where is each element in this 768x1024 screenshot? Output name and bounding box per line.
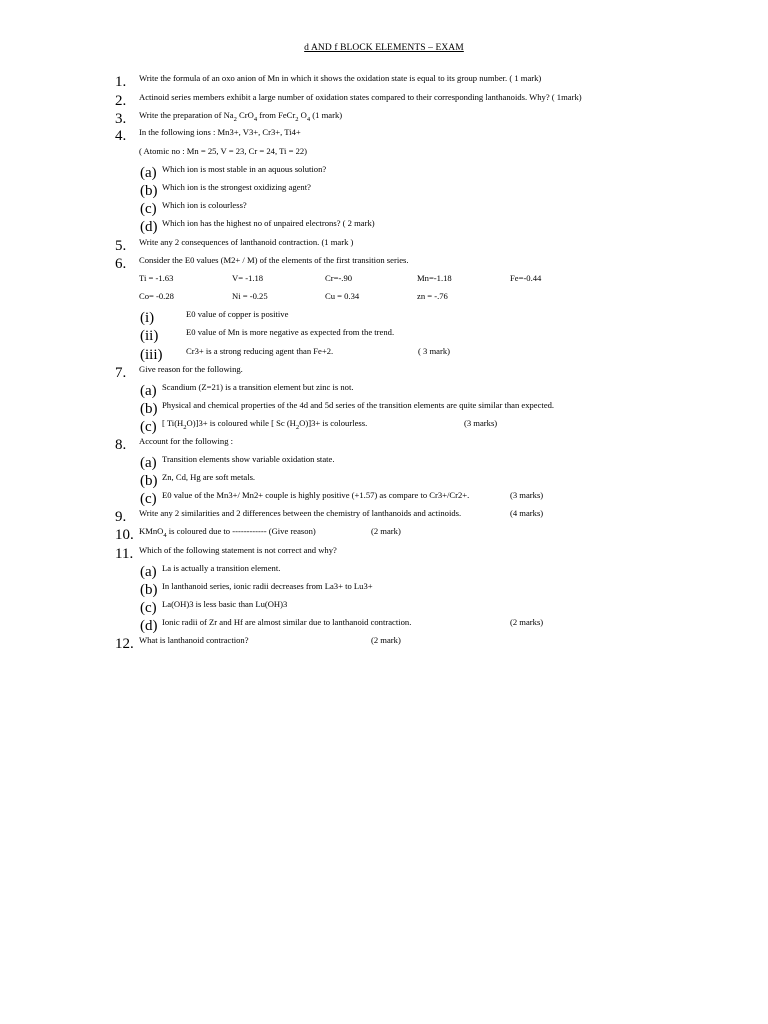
question-11-part-b xyxy=(0,581,768,599)
question-8-part-c xyxy=(0,490,768,508)
part-text: [ $Ti(H_2O)]3+$ is coloured while [ Sc $(H_2O)]3+$ is colourless. xyxy=(162,418,368,431)
question-number: 2. xyxy=(115,93,127,109)
marks-label: (2 mark) xyxy=(371,526,401,536)
question-11-part-c xyxy=(0,599,768,617)
question-5 xyxy=(0,237,768,255)
marks-label: (3 marks) xyxy=(510,490,544,500)
atomic-numbers-text: ( Atomic no : Mn = 25, V = 23, Cr = 24, Ti = 22) xyxy=(139,146,308,156)
e0-value: zn = -.76 xyxy=(417,291,448,301)
part-label: (i) xyxy=(140,310,155,326)
question-number: 6. xyxy=(115,256,127,272)
question-11-part-a xyxy=(0,563,768,581)
part-label: (b) xyxy=(140,183,158,199)
part-text: Which ion has the highest no of unpaired electrons? ( 2 mark) xyxy=(162,218,375,228)
question-text: Write any 2 consequences of lanthanoid contraction. (1 mark ) xyxy=(139,237,354,247)
marks-label: (2 mark) xyxy=(371,635,401,645)
part-text: E0 value of copper is positive xyxy=(186,309,289,319)
part-text: Which ion is most stable in an aquous solution? xyxy=(162,164,327,174)
part-label: (b) xyxy=(140,401,158,417)
part-label: (d) xyxy=(140,219,158,235)
question-text: Write any 2 similarities and 2 differences between the chemistry of lanthanoids and actinoids. xyxy=(139,508,462,518)
e0-value: Cr=-.90 xyxy=(325,273,353,283)
part-text: Transition elements show variable oxidation state. xyxy=(162,454,335,464)
question-4-part-c xyxy=(0,200,768,218)
part-label: (a) xyxy=(140,564,157,580)
part-label: (iii) xyxy=(140,347,163,363)
question-7-part-b xyxy=(0,400,768,418)
question-1 xyxy=(0,73,768,91)
question-text: Actinoid series members exhibit a large number of oxidation states compared to their corresponding lanthanoids. Why? ( 1mark) xyxy=(139,92,582,102)
question-3 xyxy=(0,110,768,128)
part-text: E0 value of the Mn3+/ Mn2+ couple is highly positive (+1.57) as compare to Cr3+/Cr2+. xyxy=(162,490,470,500)
part-label: (c) xyxy=(140,201,157,217)
question-12 xyxy=(0,635,768,653)
e0-value: Mn=-1.18 xyxy=(417,273,452,283)
question-6-part-ii xyxy=(0,327,768,345)
question-text: Account for the following : xyxy=(139,436,234,446)
part-label: (c) xyxy=(140,419,157,435)
question-11-part-d xyxy=(0,617,768,635)
part-label: (a) xyxy=(140,455,157,471)
part-text: In lanthanoid series, ionic radii decreases from La3+ to Lu3+ xyxy=(162,581,373,591)
question-text: Which of the following statement is not correct and why? xyxy=(139,545,337,555)
question-text: In the following ions : Mn3+, V3+, Cr3+, Ti4+ xyxy=(139,127,301,137)
question-9 xyxy=(0,508,768,526)
question-text: KMnO$_4$ is coloured due to ------------ (Give reason) xyxy=(139,526,316,539)
question-4-part-d xyxy=(0,218,768,236)
marks-label: (3 marks) xyxy=(464,418,498,428)
question-number: 3. xyxy=(115,111,127,127)
question-text: Consider the E0 values (M2+ / M) of the elements of the first transition series. xyxy=(139,255,409,265)
question-7-part-c xyxy=(0,418,768,436)
e0-value: Ti = -1.63 xyxy=(139,273,174,283)
part-text: E0 value of Mn is more negative as expected from the trend. xyxy=(186,327,395,337)
part-label: (c) xyxy=(140,600,157,616)
part-text: Zn, Cd, Hg are soft metals. xyxy=(162,472,256,482)
question-2 xyxy=(0,92,768,110)
question-number: 7. xyxy=(115,365,127,381)
part-label: (a) xyxy=(140,383,157,399)
question-4-part-b xyxy=(0,182,768,200)
e0-value: Cu = 0.34 xyxy=(325,291,360,301)
question-11 xyxy=(0,545,768,563)
part-label: (a) xyxy=(140,165,157,181)
question-8-part-a xyxy=(0,454,768,472)
part-label: (c) xyxy=(140,491,157,507)
e0-values-row-2 xyxy=(0,291,768,309)
question-text: Give reason for the following. xyxy=(139,364,243,374)
marks-label: ( 3 mark) xyxy=(418,346,450,356)
question-number: 10. xyxy=(115,527,134,543)
question-number: 11. xyxy=(115,546,134,562)
e0-value: Fe=-0.44 xyxy=(510,273,542,283)
marks-label: (4 marks) xyxy=(510,508,544,518)
question-6-part-iii xyxy=(0,346,768,364)
question-10 xyxy=(0,526,768,544)
part-text: Which ion is colourless? xyxy=(162,200,247,210)
part-label: (b) xyxy=(140,582,158,598)
part-text: La(OH)3 is less basic than Lu(OH)3 xyxy=(162,599,288,609)
marks-label: (2 marks) xyxy=(510,617,544,627)
question-6 xyxy=(0,255,768,273)
question-4-atomic-numbers xyxy=(0,146,768,164)
e0-values-row-1 xyxy=(0,273,768,291)
part-label: (b) xyxy=(140,473,158,489)
part-label: (d) xyxy=(140,618,158,634)
exam-title: d AND f BLOCK ELEMENTS – EXAM xyxy=(304,43,464,53)
question-number: 5. xyxy=(115,238,127,254)
question-number: 8. xyxy=(115,437,127,453)
question-text: Write the preparation of $Na_2$ CrO$_4$ from FeCr$_2$ $O_4$ (1 mark) xyxy=(139,110,343,123)
question-number: 9. xyxy=(115,509,127,525)
question-text: Write the formula of an oxo anion of Mn in which it shows the oxidation state is equal to its group number. ( 1 mark) xyxy=(139,73,542,83)
question-4 xyxy=(0,127,768,145)
question-4-part-a xyxy=(0,164,768,182)
part-label: (ii) xyxy=(140,328,159,344)
part-text: La is actually a transition element. xyxy=(162,563,281,573)
question-text: What is lanthanoid contraction? xyxy=(139,635,249,645)
e0-value: Ni = -0.25 xyxy=(232,291,268,301)
part-text: Ionic radii of Zr and Hf are almost similar due to lanthanoid contraction. xyxy=(162,617,412,627)
question-number: 1. xyxy=(115,74,127,90)
part-text: Cr3+ is a strong reducing agent than Fe+2. xyxy=(186,346,334,356)
question-7 xyxy=(0,364,768,382)
e0-value: Co= -0.28 xyxy=(139,291,174,301)
question-8 xyxy=(0,436,768,454)
part-text: Which ion is the strongest oxidizing agent? xyxy=(162,182,311,192)
question-number: 4. xyxy=(115,128,127,144)
question-number: 12. xyxy=(115,636,134,652)
e0-value: V= -1.18 xyxy=(232,273,264,283)
question-7-part-a xyxy=(0,382,768,400)
question-6-part-i xyxy=(0,309,768,327)
part-text: Scandium (Z=21) is a transition element but zinc is not. xyxy=(162,382,354,392)
part-text: Physical and chemical properties of the 4d and 5d series of the transition elements are quite similar than expected. xyxy=(162,400,555,410)
question-8-part-b xyxy=(0,472,768,490)
